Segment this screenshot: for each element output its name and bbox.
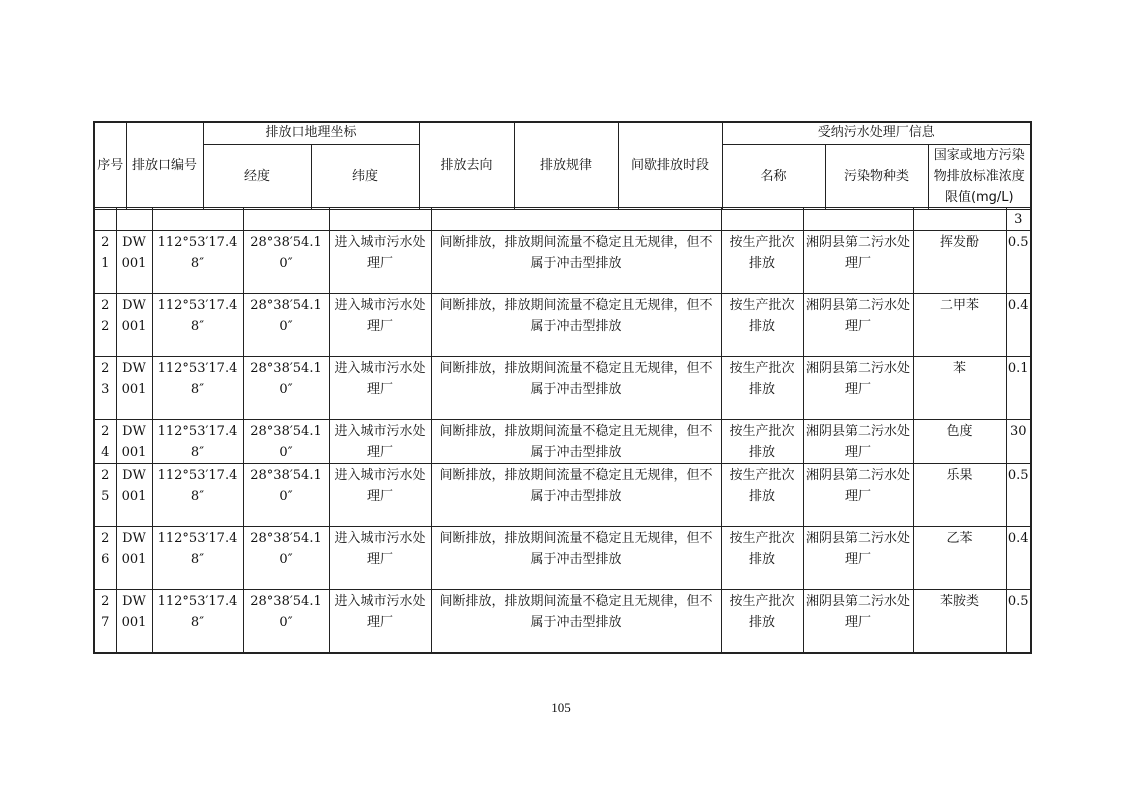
cell-seq: 25	[94, 464, 116, 527]
cell-pollutant: 乙苯	[913, 527, 1006, 590]
cell-longitude: 112°53′17.48″	[152, 357, 243, 420]
cell-longitude: 112°53′17.48″	[152, 527, 243, 590]
cell-direction: 进入城市污水处理厂	[329, 420, 431, 464]
cell-seq: 23	[94, 357, 116, 420]
cell-plant-name: 湘阴县第二污水处理厂	[803, 357, 913, 420]
cell-discharge-mode: 按生产批次排放	[721, 590, 803, 653]
cell-discharge-mode: 按生产批次排放	[721, 420, 803, 464]
table-row	[94, 357, 1031, 420]
cell-discharge-mode: 按生产批次排放	[721, 357, 803, 420]
cell-limit: 3	[1006, 208, 1031, 231]
cell-plant-name: 湘阴县第二污水处理厂	[803, 527, 913, 590]
cell-pattern: 间断排放，排放期间流量不稳定且无规律，但不属于冲击型排放	[431, 464, 721, 527]
cell-pollutant: 乐果	[913, 464, 1006, 527]
cell-direction: 进入城市污水处理厂	[329, 294, 431, 357]
cell-direction: 进入城市污水处理厂	[329, 590, 431, 653]
cell-longitude: 112°53′17.48″	[152, 464, 243, 527]
cell-pattern: 间断排放，排放期间流量不稳定且无规律，但不属于冲击型排放	[431, 231, 721, 294]
table-row	[94, 527, 1031, 590]
header-seq: 序号	[94, 122, 126, 209]
cell-limit: 0.5	[1006, 590, 1031, 653]
cell-limit: 0.4	[1006, 294, 1031, 357]
header-outlet-no: 排放口编号	[126, 122, 203, 209]
cell-latitude: 28°38′54.10″	[243, 294, 329, 357]
cell-outlet-no: DW001	[116, 420, 152, 464]
header-geo-coordinates: 排放口地理坐标	[203, 122, 419, 144]
cell-direction: 进入城市污水处理厂	[329, 231, 431, 294]
cell-plant-name: 湘阴县第二污水处理厂	[803, 420, 913, 464]
table-row	[94, 464, 1031, 527]
cell-outlet-no: DW001	[116, 464, 152, 527]
table-body	[93, 207, 1032, 654]
cell-direction: 进入城市污水处理厂	[329, 464, 431, 527]
cell-pollutant: 苯胺类	[913, 590, 1006, 653]
header-pollutant: 污染物种类	[825, 144, 928, 209]
table-row	[94, 294, 1031, 357]
cell-discharge-mode: 按生产批次排放	[721, 294, 803, 357]
cell-seq: 24	[94, 420, 116, 464]
cell-pollutant: 二甲苯	[913, 294, 1006, 357]
page-number: 105	[551, 700, 571, 715]
cell-outlet-no: DW001	[116, 590, 152, 653]
cell-limit: 0.1	[1006, 357, 1031, 420]
cell-pollutant: 苯	[913, 357, 1006, 420]
cell-direction: 进入城市污水处理厂	[329, 357, 431, 420]
cell-outlet-no: DW001	[116, 231, 152, 294]
cell-discharge-mode: 按生产批次排放	[721, 527, 803, 590]
cell-pattern: 间断排放，排放期间流量不稳定且无规律，但不属于冲击型排放	[431, 357, 721, 420]
table-row	[94, 590, 1031, 653]
cell-latitude: 28°38′54.10″	[243, 420, 329, 464]
cell-seq: 22	[94, 294, 116, 357]
cell-longitude: 112°53′17.48″	[152, 231, 243, 294]
cell-plant-name: 湘阴县第二污水处理厂	[803, 231, 913, 294]
cell-limit: 0.5	[1006, 231, 1031, 294]
cell-limit: 0.4	[1006, 527, 1031, 590]
cell-latitude: 28°38′54.10″	[243, 231, 329, 294]
cell-limit: 0.5	[1006, 464, 1031, 527]
cell-longitude: 112°53′17.48″	[152, 590, 243, 653]
table-row-top	[94, 208, 1031, 231]
cell-latitude: 28°38′54.10″	[243, 357, 329, 420]
header-pattern: 排放规律	[514, 122, 618, 209]
table-header	[93, 121, 1032, 210]
header-limit: 国家或地方污染物排放标准浓度限值(mg/L)	[928, 144, 1031, 209]
cell-plant-name: 湘阴县第二污水处理厂	[803, 294, 913, 357]
cell-pattern: 间断排放，排放期间流量不稳定且无规律，但不属于冲击型排放	[431, 527, 721, 590]
cell-seq: 27	[94, 590, 116, 653]
header-direction: 排放去向	[419, 122, 514, 209]
cell-latitude: 28°38′54.10″	[243, 527, 329, 590]
table-row	[94, 420, 1031, 464]
cell-discharge-mode: 按生产批次排放	[721, 464, 803, 527]
cell-longitude: 112°53′17.48″	[152, 294, 243, 357]
cell-direction: 进入城市污水处理厂	[329, 527, 431, 590]
header-latitude: 纬度	[311, 144, 419, 209]
header-intermittent: 间歇排放时段	[618, 122, 722, 209]
cell-latitude: 28°38′54.10″	[243, 590, 329, 653]
cell-seq: 26	[94, 527, 116, 590]
header-longitude: 经度	[203, 144, 311, 209]
table-row	[94, 231, 1031, 294]
cell-discharge-mode: 按生产批次排放	[721, 231, 803, 294]
header-plant-name: 名称	[722, 144, 825, 209]
cell-latitude: 28°38′54.10″	[243, 464, 329, 527]
cell-pattern: 间断排放，排放期间流量不稳定且无规律，但不属于冲击型排放	[431, 294, 721, 357]
cell-plant-name: 湘阴县第二污水处理厂	[803, 464, 913, 527]
cell-plant-name: 湘阴县第二污水处理厂	[803, 590, 913, 653]
cell-limit: 30	[1006, 420, 1031, 464]
cell-outlet-no: DW001	[116, 294, 152, 357]
cell-seq: 21	[94, 231, 116, 294]
cell-outlet-no: DW001	[116, 527, 152, 590]
cell-pattern: 间断排放，排放期间流量不稳定且无规律，但不属于冲击型排放	[431, 420, 721, 464]
cell-pollutant: 色度	[913, 420, 1006, 464]
cell-longitude: 112°53′17.48″	[152, 420, 243, 464]
header-plant-info: 受纳污水处理厂信息	[722, 122, 1031, 144]
cell-pollutant: 挥发酚	[913, 231, 1006, 294]
cell-pattern: 间断排放，排放期间流量不稳定且无规律，但不属于冲击型排放	[431, 590, 721, 653]
cell-outlet-no: DW001	[116, 357, 152, 420]
